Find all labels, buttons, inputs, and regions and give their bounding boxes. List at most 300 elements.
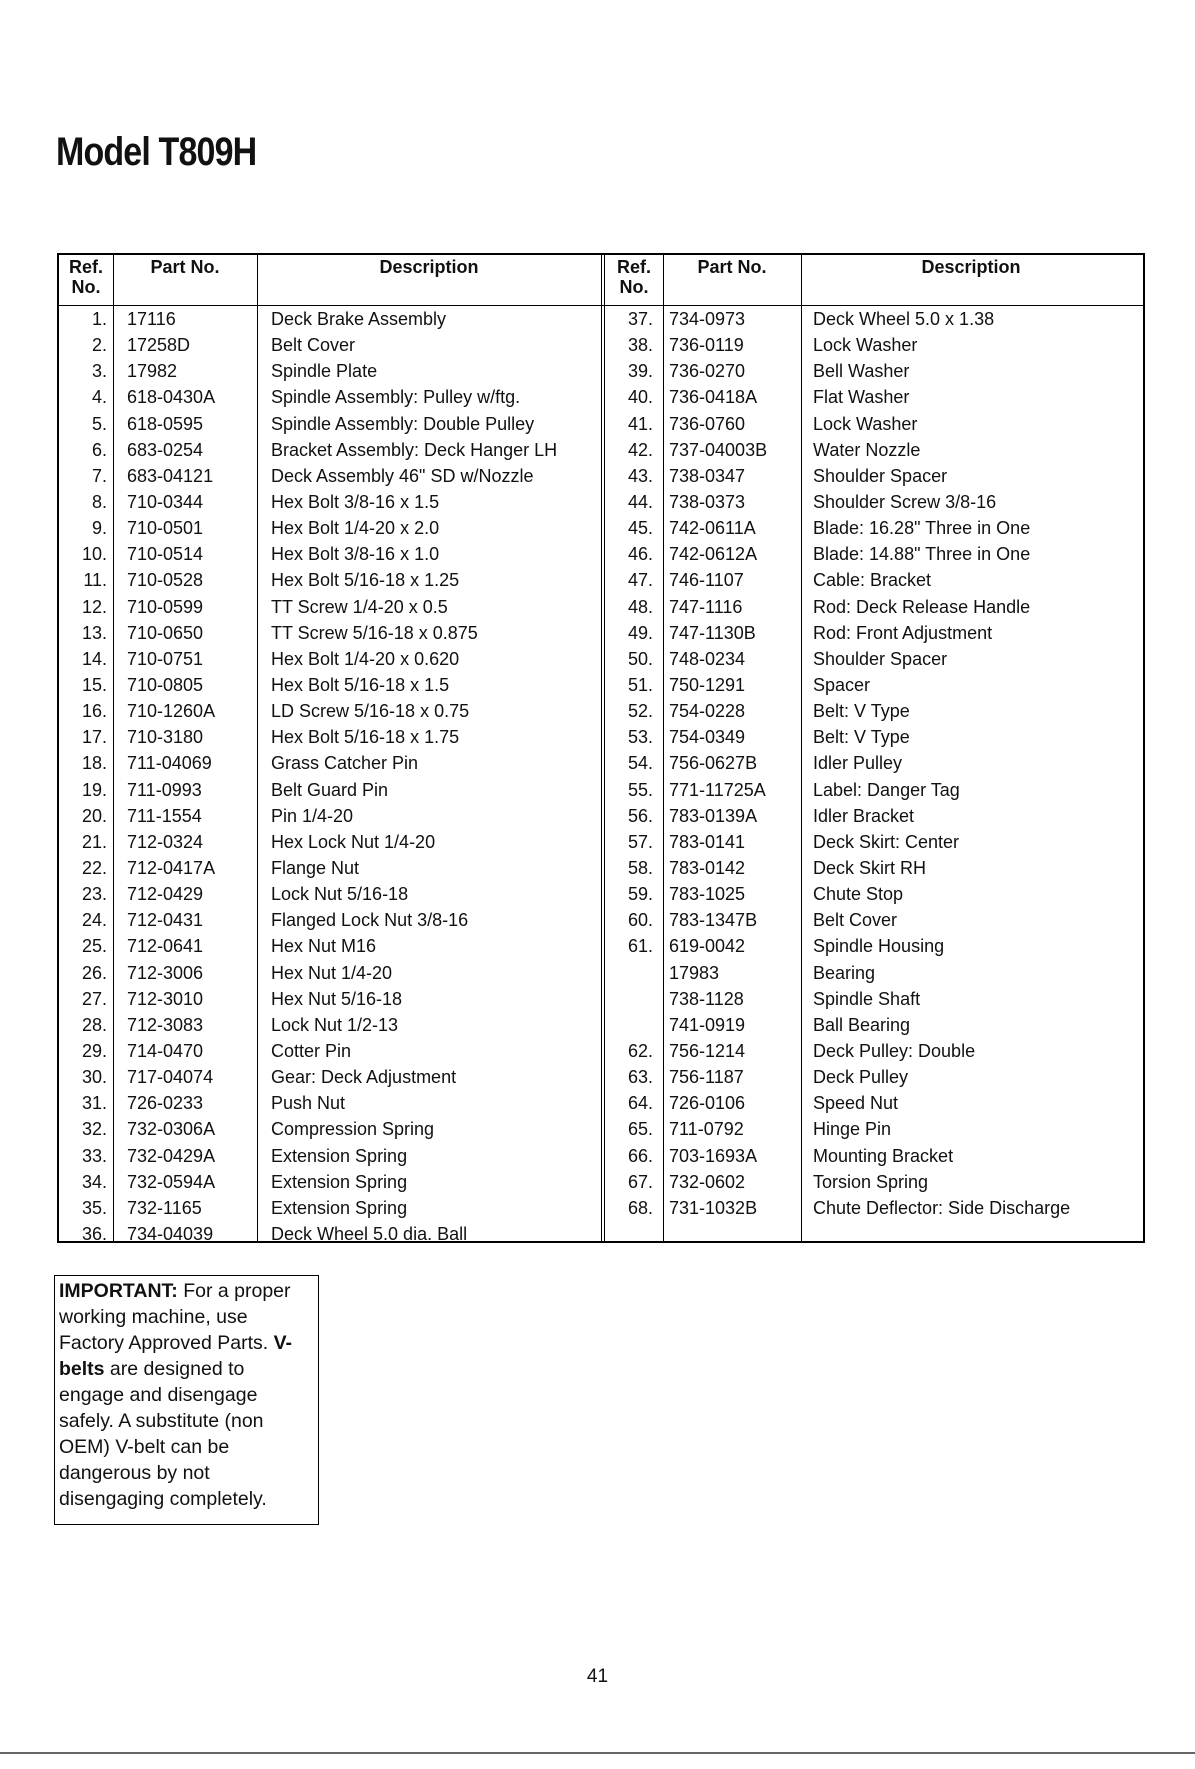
ref-no-cell: 10. xyxy=(81,544,107,565)
table-row xyxy=(59,672,603,698)
part-no-cell: 732-0306A xyxy=(127,1119,216,1140)
ref-no-cell: 12. xyxy=(81,596,107,617)
table-row xyxy=(605,986,1145,1012)
ref-no-cell: 52. xyxy=(627,701,653,722)
description-cell: Grass Catcher Pin xyxy=(271,753,419,774)
table-row xyxy=(605,515,1145,541)
table-row xyxy=(605,829,1145,855)
part-no-cell: 734-04039 xyxy=(127,1223,214,1244)
description-cell: Belt Cover xyxy=(813,910,898,931)
description-cell: Bearing xyxy=(813,962,876,983)
ref-no-cell: 23. xyxy=(81,884,107,905)
table-row xyxy=(59,1195,603,1221)
ref-no-cell: 46. xyxy=(627,544,653,565)
ref-no-cell: 50. xyxy=(627,648,653,669)
description-cell: Speed Nut xyxy=(813,1093,899,1114)
table-row xyxy=(59,515,603,541)
part-no-cell: 712-0641 xyxy=(127,936,204,957)
ref-no-cell: 55. xyxy=(627,779,653,800)
table-row xyxy=(59,594,603,620)
parts-table xyxy=(57,253,1145,1243)
part-no-cell: 712-0324 xyxy=(127,831,204,852)
description-cell: Extension Spring xyxy=(271,1145,408,1166)
table-row xyxy=(605,567,1145,593)
description-cell: Torsion Spring xyxy=(813,1171,929,1192)
bottom-rule xyxy=(0,1752,1195,1754)
part-no-cell: 714-0470 xyxy=(127,1040,204,1061)
ref-no-cell: 4. xyxy=(91,387,107,408)
description-cell: Chute Deflector: Side Discharge xyxy=(813,1197,1071,1218)
description-cell: Idler Bracket xyxy=(813,805,915,826)
important-notice xyxy=(54,1275,319,1525)
ref-no-cell: 36. xyxy=(81,1223,107,1244)
part-no-cell: 711-0993 xyxy=(127,779,202,800)
ref-no-cell: 3. xyxy=(91,361,107,382)
table-row xyxy=(605,933,1145,959)
table-row xyxy=(59,541,603,567)
part-no-cell: 732-0429A xyxy=(127,1145,216,1166)
table-row xyxy=(605,672,1145,698)
ref-no-cell: 33. xyxy=(81,1145,107,1166)
table-row xyxy=(605,698,1145,724)
ref-no-cell: 51. xyxy=(627,674,653,695)
table-row xyxy=(605,620,1145,646)
ref-no-cell: 5. xyxy=(91,413,107,434)
parts-table-left xyxy=(59,255,603,1244)
table-row xyxy=(59,646,603,672)
ref-no-cell: 40. xyxy=(627,387,653,408)
ref-no-cell: 31. xyxy=(81,1093,107,1114)
description-cell: Belt Guard Pin xyxy=(271,779,389,800)
description-cell: Deck Assembly 46" SD w/Nozzle xyxy=(271,465,534,486)
description-cell: Hex Nut 1/4-20 xyxy=(271,962,393,983)
part-no-cell: 710-0528 xyxy=(127,570,204,591)
part-no-cell: 726-0106 xyxy=(669,1093,746,1114)
header-description: Description xyxy=(921,257,1021,277)
description-cell: Lock Nut 1/2-13 xyxy=(271,1014,399,1035)
ref-no-cell: 6. xyxy=(91,439,107,460)
ref-no-cell: 28. xyxy=(81,1014,107,1035)
ref-no-cell: 15. xyxy=(81,674,107,695)
table-row xyxy=(605,1090,1145,1116)
ref-no-cell: 39. xyxy=(627,361,653,382)
ref-no-cell: 62. xyxy=(627,1040,653,1061)
part-no-cell: 747-1130B xyxy=(669,622,756,643)
part-no-cell: 712-0431 xyxy=(127,910,204,931)
part-no-cell: 683-04121 xyxy=(127,465,214,486)
part-no-cell: 712-3083 xyxy=(127,1014,204,1035)
ref-no-cell: 42. xyxy=(627,439,653,460)
ref-no-cell: 60. xyxy=(627,910,653,931)
ref-no-cell: 49. xyxy=(627,622,653,643)
parts-table-right xyxy=(605,255,1145,1241)
part-no-cell: 738-0373 xyxy=(669,491,746,512)
description-cell: Belt: V Type xyxy=(813,727,910,748)
description-cell: Rod: Front Adjustment xyxy=(813,622,993,643)
header-part-no: Part No. xyxy=(697,257,767,277)
description-cell: Hex Bolt 3/8-16 x 1.5 xyxy=(271,491,440,512)
notice-vbelts: V-belts xyxy=(59,1332,293,1380)
ref-no-cell: 58. xyxy=(627,857,653,878)
part-no-cell: 17116 xyxy=(127,309,176,329)
description-cell: Idler Pulley xyxy=(813,753,903,774)
description-cell: Bracket Assembly: Deck Hanger LH xyxy=(271,439,558,460)
notice-text-2: are designed to engage and disengage safely. A substitute (non OEM) V-belt can be dangerous by not disengaging completely. xyxy=(59,1358,267,1510)
ref-no-cell: 7. xyxy=(91,465,107,486)
part-no-cell: 756-0627B xyxy=(669,753,758,774)
description-cell: Rod: Deck Release Handle xyxy=(813,596,1031,617)
description-cell: Spindle Assembly: Double Pulley xyxy=(271,413,535,434)
part-no-cell: 732-1165 xyxy=(127,1197,202,1218)
description-cell: Hinge Pin xyxy=(813,1119,892,1140)
ref-no-cell: 27. xyxy=(81,988,107,1009)
part-no-cell: 783-0139A xyxy=(669,805,758,826)
ref-no-cell: 8. xyxy=(91,491,107,512)
description-cell: TT Screw 1/4-20 x 0.5 xyxy=(271,596,448,617)
table-row xyxy=(605,750,1145,776)
description-cell: Deck Wheel 5.0 dia. Ball xyxy=(271,1223,468,1244)
table-row xyxy=(605,724,1145,750)
description-cell: Spindle Shaft xyxy=(813,988,921,1009)
ref-no-cell: 22. xyxy=(81,857,107,878)
part-no-cell: 747-1116 xyxy=(669,596,743,617)
table-row xyxy=(605,384,1145,410)
description-cell: Flange Nut xyxy=(271,857,360,878)
description-cell: Spacer xyxy=(813,674,871,695)
table-row xyxy=(605,1064,1145,1090)
ref-no-cell: 16. xyxy=(81,701,107,722)
table-row xyxy=(59,1012,603,1038)
table-row xyxy=(59,567,603,593)
table-row xyxy=(59,698,603,724)
description-cell: Bell Washer xyxy=(813,361,910,382)
description-cell: Hex Bolt 3/8-16 x 1.0 xyxy=(271,544,440,565)
part-no-cell: 738-1128 xyxy=(669,988,744,1009)
table-row xyxy=(59,489,603,515)
part-no-cell: 618-0595 xyxy=(127,413,204,434)
part-no-cell: 771-11725A xyxy=(669,779,766,800)
part-no-cell: 748-0234 xyxy=(669,648,746,669)
ref-no-cell: 63. xyxy=(627,1067,653,1088)
part-no-cell: 717-04074 xyxy=(127,1067,214,1088)
table-row xyxy=(605,1038,1145,1064)
table-row xyxy=(605,411,1145,437)
description-cell: Chute Stop xyxy=(813,884,904,905)
description-cell: Gear: Deck Adjustment xyxy=(271,1067,457,1088)
description-cell: Hex Bolt 1/4-20 x 0.620 xyxy=(271,648,460,669)
ref-no-cell: 54. xyxy=(627,753,653,774)
ref-no-cell: 32. xyxy=(81,1119,107,1140)
ref-no-cell: 30. xyxy=(81,1067,107,1088)
table-row xyxy=(59,437,603,463)
ref-no-cell: 45. xyxy=(627,518,653,539)
table-row xyxy=(59,332,603,358)
part-no-cell: 17258D xyxy=(127,335,191,356)
table-row xyxy=(605,306,1145,332)
ref-no-cell: 34. xyxy=(81,1171,107,1192)
ref-no-cell: 67. xyxy=(627,1171,653,1192)
description-cell: Lock Washer xyxy=(813,413,918,434)
part-no-cell: 710-0344 xyxy=(127,491,204,512)
header-ref-no: Ref. No. xyxy=(616,257,651,297)
ref-no-cell: 24. xyxy=(81,910,107,931)
part-no-cell: 738-0347 xyxy=(669,465,746,486)
table-row xyxy=(605,541,1145,567)
right-rows xyxy=(605,306,1145,1221)
table-row xyxy=(605,463,1145,489)
description-cell: Pin 1/4-20 xyxy=(271,805,354,826)
part-no-cell: 703-1693A xyxy=(669,1145,758,1166)
table-row xyxy=(59,384,603,410)
page-number: 41 xyxy=(586,1666,609,1687)
table-row xyxy=(59,1169,603,1195)
description-cell: Water Nozzle xyxy=(813,439,921,460)
part-no-cell: 783-1347B xyxy=(669,910,758,931)
ref-no-cell: 18. xyxy=(81,753,107,774)
part-no-cell: 712-0429 xyxy=(127,884,204,905)
table-row xyxy=(59,724,603,750)
description-cell: Belt Cover xyxy=(271,335,356,356)
part-no-cell: 710-0805 xyxy=(127,674,204,695)
description-cell: Flat Washer xyxy=(813,387,910,408)
description-cell: Deck Skirt RH xyxy=(813,857,927,878)
part-no-cell: 712-0417A xyxy=(127,857,216,878)
description-cell: Shoulder Spacer xyxy=(813,648,948,669)
ref-no-cell: 37. xyxy=(627,309,653,329)
table-row xyxy=(59,829,603,855)
part-no-cell: 712-3006 xyxy=(127,962,204,983)
ref-no-cell: 29. xyxy=(81,1040,107,1061)
description-cell: Blade: 14.88" Three in One xyxy=(813,544,1031,565)
part-no-cell: 710-0599 xyxy=(127,596,204,617)
description-cell: Mounting Bracket xyxy=(813,1145,954,1166)
part-no-cell: 736-0270 xyxy=(669,361,746,382)
table-row xyxy=(59,986,603,1012)
part-no-cell: 754-0349 xyxy=(669,727,746,748)
table-row xyxy=(59,881,603,907)
part-no-cell: 710-0501 xyxy=(127,518,204,539)
table-row xyxy=(59,1221,603,1247)
description-cell: Spindle Assembly: Pulley w/ftg. xyxy=(271,387,521,408)
part-no-cell: 710-0514 xyxy=(127,544,204,565)
part-no-cell: 783-1025 xyxy=(669,884,746,905)
table-row xyxy=(605,907,1145,933)
ref-no-cell: 38. xyxy=(627,335,653,356)
table-row xyxy=(59,1143,603,1169)
description-cell: Blade: 16.28" Three in One xyxy=(813,518,1031,539)
part-no-cell: 711-1554 xyxy=(127,805,202,826)
description-cell: Flanged Lock Nut 3/8-16 xyxy=(271,910,469,931)
part-no-cell: 710-0650 xyxy=(127,622,204,643)
ref-no-cell: 64. xyxy=(627,1093,653,1114)
description-cell: Shoulder Screw 3/8-16 xyxy=(813,491,997,512)
left-rows xyxy=(59,306,603,1247)
part-no-cell: 17983 xyxy=(669,962,720,983)
ref-no-cell: 43. xyxy=(627,465,653,486)
part-no-cell: 734-0973 xyxy=(669,309,746,329)
table-row xyxy=(605,881,1145,907)
ref-no-cell: 53. xyxy=(627,727,653,748)
description-cell: LD Screw 5/16-18 x 0.75 xyxy=(271,701,470,722)
table-row xyxy=(605,960,1145,986)
table-row xyxy=(59,933,603,959)
table-row xyxy=(59,1116,603,1142)
description-cell: Compression Spring xyxy=(271,1119,435,1140)
part-no-cell: 726-0233 xyxy=(127,1093,204,1114)
description-cell: Hex Bolt 5/16-18 x 1.25 xyxy=(271,570,460,591)
table-row xyxy=(605,594,1145,620)
part-no-cell: 732-0602 xyxy=(669,1171,746,1192)
part-no-cell: 618-0430A xyxy=(127,387,216,408)
table-row xyxy=(605,1195,1145,1221)
ref-no-cell: 20. xyxy=(81,805,107,826)
table-row xyxy=(605,855,1145,881)
part-no-cell: 742-0612A xyxy=(669,544,758,565)
description-cell: Hex Bolt 5/16-18 x 1.75 xyxy=(271,727,460,748)
description-cell: Hex Lock Nut 1/4-20 xyxy=(271,831,436,852)
table-row xyxy=(59,463,603,489)
part-no-cell: 17982 xyxy=(127,361,178,382)
ref-no-cell: 47. xyxy=(627,570,653,591)
table-row xyxy=(59,960,603,986)
table-row xyxy=(605,777,1145,803)
part-no-cell: 783-0142 xyxy=(669,857,746,878)
description-cell: Cable: Bracket xyxy=(813,570,932,591)
part-no-cell: 711-0792 xyxy=(669,1119,744,1140)
ref-no-cell: 44. xyxy=(627,491,653,512)
ref-no-cell: 9. xyxy=(91,518,107,539)
ref-no-cell: 56. xyxy=(627,805,653,826)
table-row xyxy=(605,803,1145,829)
part-no-cell: 746-1107 xyxy=(669,570,744,591)
description-cell: Deck Pulley xyxy=(813,1067,909,1088)
header-description: Description xyxy=(379,257,479,277)
part-no-cell: 754-0228 xyxy=(669,701,746,722)
ref-no-cell: 11. xyxy=(83,570,107,591)
description-cell: Hex Nut 5/16-18 xyxy=(271,988,403,1009)
table-row xyxy=(605,332,1145,358)
part-no-cell: 731-1032B xyxy=(669,1197,758,1218)
description-cell: Spindle Housing xyxy=(813,936,945,957)
table-row xyxy=(605,1012,1145,1038)
description-cell: Extension Spring xyxy=(271,1171,408,1192)
part-no-cell: 737-04003B xyxy=(669,439,768,460)
description-cell: Shoulder Spacer xyxy=(813,465,948,486)
part-no-cell: 783-0141 xyxy=(669,831,746,852)
description-cell: Deck Brake Assembly xyxy=(271,309,447,329)
description-cell: Hex Nut M16 xyxy=(271,936,377,957)
description-cell: Lock Washer xyxy=(813,335,918,356)
ref-no-cell: 2. xyxy=(91,335,107,356)
part-no-cell: 756-1187 xyxy=(669,1067,744,1088)
description-cell: Hex Bolt 1/4-20 x 2.0 xyxy=(271,518,440,539)
table-row xyxy=(59,750,603,776)
description-cell: Extension Spring xyxy=(271,1197,408,1218)
description-cell: Deck Pulley: Double xyxy=(813,1040,976,1061)
ref-no-cell: 48. xyxy=(627,596,653,617)
part-no-cell: 711-04069 xyxy=(127,753,212,774)
part-no-cell: 710-1260A xyxy=(127,701,216,722)
description-cell: Deck Wheel 5.0 x 1.38 xyxy=(813,309,995,329)
table-row xyxy=(605,646,1145,672)
ref-no-cell: 26. xyxy=(81,962,107,983)
ref-no-cell: 1. xyxy=(91,309,107,329)
header-ref-no: Ref. No. xyxy=(68,257,103,297)
ref-no-cell: 59. xyxy=(627,884,653,905)
ref-no-cell: 66. xyxy=(627,1145,653,1166)
table-row xyxy=(605,437,1145,463)
part-no-cell: 741-0919 xyxy=(669,1014,746,1035)
table-row xyxy=(605,1169,1145,1195)
table-row xyxy=(59,803,603,829)
ref-no-cell: 19. xyxy=(81,779,107,800)
part-no-cell: 732-0594A xyxy=(127,1171,216,1192)
ref-no-cell: 21. xyxy=(81,831,107,852)
description-cell: Label: Danger Tag xyxy=(813,779,960,800)
table-row xyxy=(59,907,603,933)
table-row xyxy=(59,1064,603,1090)
table-row xyxy=(59,358,603,384)
ref-no-cell: 13. xyxy=(81,622,107,643)
part-no-cell: 683-0254 xyxy=(127,439,204,460)
description-cell: Lock Nut 5/16-18 xyxy=(271,884,409,905)
table-row xyxy=(59,1090,603,1116)
ref-no-cell: 17. xyxy=(81,727,107,748)
description-cell: Hex Bolt 5/16-18 x 1.5 xyxy=(271,674,450,695)
description-cell: Deck Skirt: Center xyxy=(813,831,960,852)
table-row xyxy=(59,777,603,803)
ref-no-cell: 35. xyxy=(81,1197,107,1218)
table-row xyxy=(59,306,603,332)
description-cell: Cotter Pin xyxy=(271,1040,352,1061)
ref-no-cell: 57. xyxy=(627,831,653,852)
ref-no-cell: 65. xyxy=(627,1119,653,1140)
table-row xyxy=(59,411,603,437)
ref-no-cell: 25. xyxy=(81,936,107,957)
ref-no-cell: 14. xyxy=(81,648,107,669)
part-no-cell: 619-0042 xyxy=(669,936,746,957)
notice-label: IMPORTANT: xyxy=(59,1280,178,1302)
table-row xyxy=(59,855,603,881)
table-row xyxy=(605,489,1145,515)
part-no-cell: 710-3180 xyxy=(127,727,204,748)
notice-text: For a proper working machine, use Factory Approved Parts. xyxy=(59,1280,291,1354)
description-cell: TT Screw 5/16-18 x 0.875 xyxy=(271,622,478,643)
table-row xyxy=(59,620,603,646)
header-part-no: Part No. xyxy=(150,257,220,277)
ref-no-cell: 61. xyxy=(627,936,653,957)
part-no-cell: 736-0119 xyxy=(669,335,744,356)
page-title: Model T809H xyxy=(56,130,257,174)
description-cell: Ball Bearing xyxy=(813,1014,911,1035)
table-row xyxy=(605,1143,1145,1169)
table-row xyxy=(59,1038,603,1064)
part-no-cell: 736-0760 xyxy=(669,413,746,434)
description-cell: Spindle Plate xyxy=(271,361,378,382)
ref-no-cell: 68. xyxy=(627,1197,653,1218)
table-row xyxy=(605,1116,1145,1142)
description-cell: Belt: V Type xyxy=(813,701,910,722)
part-no-cell: 710-0751 xyxy=(127,648,204,669)
part-no-cell: 736-0418A xyxy=(669,387,758,408)
part-no-cell: 756-1214 xyxy=(669,1040,746,1061)
description-cell: Push Nut xyxy=(271,1093,346,1114)
part-no-cell: 750-1291 xyxy=(669,674,746,695)
part-no-cell: 742-0611A xyxy=(669,518,756,539)
part-no-cell: 712-3010 xyxy=(127,988,204,1009)
ref-no-cell: 41. xyxy=(627,413,653,434)
table-row xyxy=(605,358,1145,384)
